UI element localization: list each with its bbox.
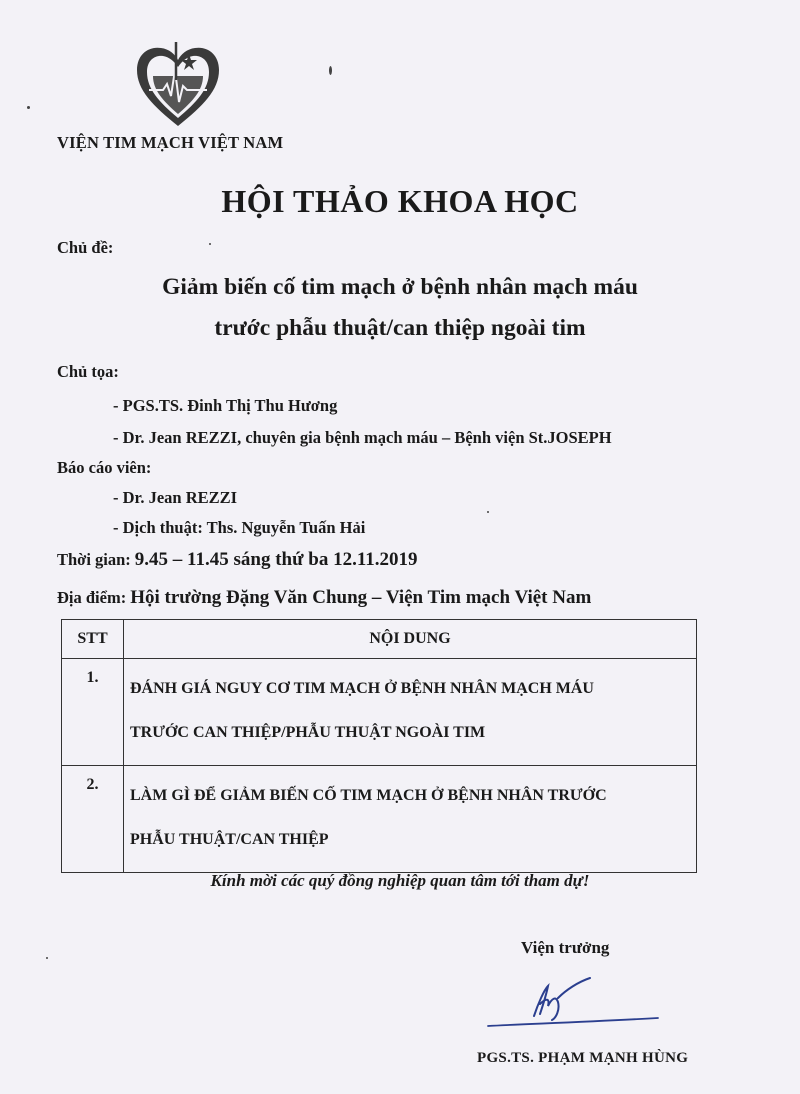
row-content xyxy=(124,766,697,873)
scan-speck xyxy=(487,511,489,513)
row-content-line: ĐÁNH GIÁ NGUY CƠ TIM MẠCH Ở BỆNH NHÂN MẠCH MÁU xyxy=(130,680,594,697)
speaker-item: - Dr. Jean REZZI xyxy=(113,488,238,507)
agenda-header-row xyxy=(62,620,697,659)
speaker-item: - Dịch thuật: Ths. Nguyễn Tuấn Hải xyxy=(113,518,366,537)
chairs-label: Chủ tọa: xyxy=(57,362,119,381)
invitation-text: Kính mời các quý đồng nghiệp quan tâm tới tham dự! xyxy=(210,871,590,890)
location-value: Hội trường Đặng Văn Chung – Viện Tim mạch Việt Nam xyxy=(130,587,592,608)
chair-item: - PGS.TS. Đinh Thị Thu Hương xyxy=(113,396,338,415)
director-title: Viện trưởng xyxy=(521,938,610,957)
scan-speck xyxy=(27,106,30,109)
heart-star-emblem-icon xyxy=(133,40,223,128)
speakers-label: Báo cáo viên: xyxy=(57,458,152,477)
row-content-line: PHẪU THUẬT/CAN THIỆP xyxy=(130,831,329,848)
document-title: HỘI THẢO KHOA HỌC xyxy=(221,183,579,219)
table-row xyxy=(62,766,697,873)
scan-speck xyxy=(46,957,48,959)
handwritten-signature-icon xyxy=(486,968,666,1038)
topic-label: Chủ đề: xyxy=(57,238,114,257)
agenda-table xyxy=(61,619,697,873)
content-header: NỘI DUNG xyxy=(124,620,697,659)
time-value: 9.45 – 11.45 sáng thứ ba 12.11.2019 xyxy=(134,549,418,570)
scan-speck xyxy=(329,66,332,75)
row-content-line: LÀM GÌ ĐỂ GIẢM BIẾN CỐ TIM MẠCH Ở BỆNH NHÂN TRƯỚC xyxy=(130,787,607,804)
scan-speck xyxy=(209,243,211,245)
row-content xyxy=(124,659,697,766)
table-row xyxy=(62,659,697,766)
time-label: Thời gian: xyxy=(57,550,131,569)
topic-line-1: Giảm biến cố tim mạch ở bệnh nhân mạch máu xyxy=(162,274,638,300)
location-line xyxy=(57,587,591,609)
director-name: PGS.TS. PHẠM MẠNH HÙNG xyxy=(477,1050,689,1066)
row-content-line: TRƯỚC CAN THIỆP/PHẪU THUẬT NGOÀI TIM xyxy=(130,724,486,741)
stt-header: STT xyxy=(62,620,124,659)
location-label: Địa điểm: xyxy=(57,588,127,607)
organization-name: VIỆN TIM MẠCH VIỆT NAM xyxy=(57,133,284,152)
topic-line-2: trước phẫu thuật/can thiệp ngoài tim xyxy=(214,315,586,341)
time-line xyxy=(57,549,418,571)
row-number: 2. xyxy=(62,766,124,873)
row-number: 1. xyxy=(62,659,124,766)
chair-item: - Dr. Jean REZZI, chuyên gia bệnh mạch máu – Bệnh viện St.JOSEPH xyxy=(113,428,612,447)
